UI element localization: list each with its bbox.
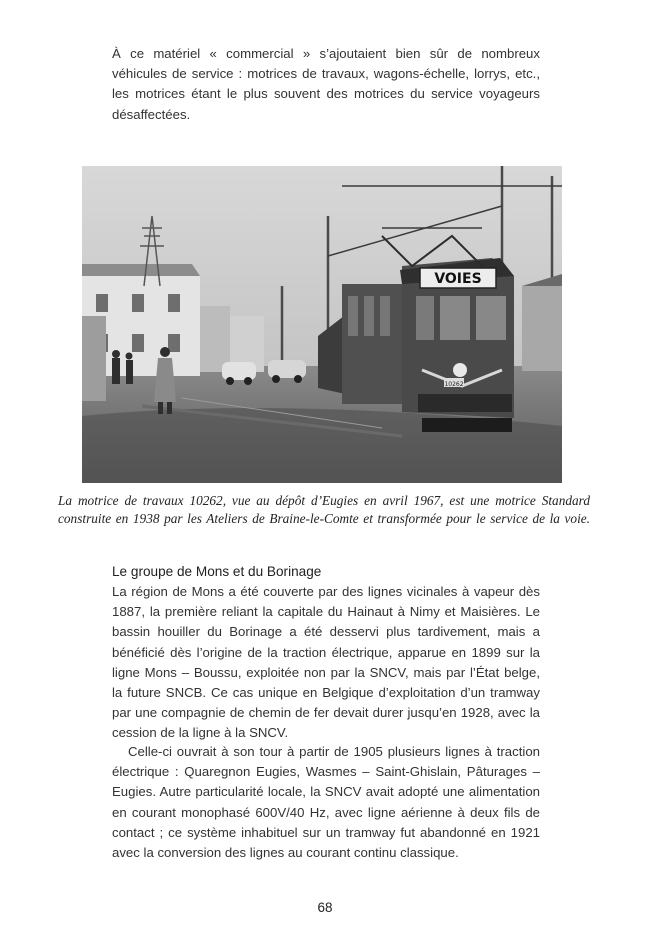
tram-photo <box>82 166 562 483</box>
body-paragraph-1: La région de Mons a été couverte par des lignes vicinales à vapeur dès 1887, la première reliant la capitale du Hainaut à Nimy et Maisières. Le bassin houiller du Borinage a été desservi plus tardivement, mais a bénéficié dès l’origine de la traction électrique, apparue en 1899 sur la ligne Mons – Boussu, exploitée non par la SNCV, mais par l’État belge, la future SNCB. Ce cas unique en Belgique d’exploitation d’un tramway par une compagnie de chemin de fer devait durer jusqu’en 1928, avec la cession de la ligne à la SNCV. <box>112 584 540 741</box>
photo-caption: La motrice de travaux 10262, vue au dépôt d’Eugies en avril 1967, est une motrice Standard construite en 1938 par les Ateliers de Braine-le-Comte et transformée pour le service de la voie. <box>58 493 590 526</box>
section-heading: Le groupe de Mons et du Borinage <box>112 564 322 579</box>
tram-sign-text: VOIES <box>434 271 482 287</box>
tram-number-plate: 10262 <box>444 381 464 388</box>
body-paragraph-2: Celle-ci ouvrait à son tour à partir de 1905 plusieurs lignes à traction électrique : Quaregnon Eugies, Wasmes – Saint-Ghislain, Pâturages – Eugies. Autre particularité locale, la SNCV avait adopté une alimentation en courant monophasé 600V/40 Hz, avec ligne aérienne à deux fils de contact ; ce système inhabituel sur un tramway fut abandonné en 1921 avec la conversion des lignes au courant continu classique. <box>112 744 540 861</box>
intro-paragraph: À ce matériel « commercial » s’ajoutaient bien sûr de nombreux véhicules de service : motrices de travaux, wagons-échelle, lorrys, etc., les motrices étant le plus souvent des motrices du service voyageurs désaffectées. <box>112 46 540 122</box>
page-number: 68 <box>317 900 333 915</box>
